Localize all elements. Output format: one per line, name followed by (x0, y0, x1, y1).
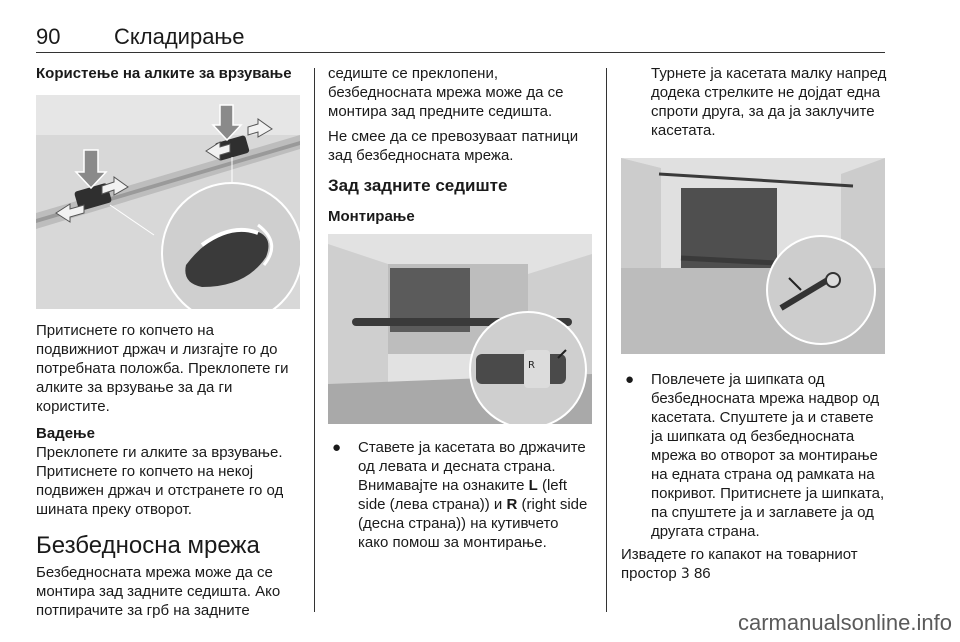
section-title-safety-net: Безбедносна мрежа (36, 532, 260, 559)
page-number: 90 (36, 24, 61, 49)
paragraph-lock-cassette: Турнете ја касетата малку напред додека стрелките не дојдат една спроти друга, за да ја заклучите касетата. (651, 65, 887, 139)
tie-down-illustration (36, 95, 300, 309)
paragraph-slide-holder: Притиснете го копчето на подвижниот држач и лизгајте го до потребната положба. Преклопете ги алките за врзување за да ги користите. (36, 322, 289, 415)
page-header (36, 22, 960, 52)
subheading-removal: Вадење (36, 425, 95, 442)
net-bar-illustration (621, 158, 885, 354)
paragraph-safety-net-intro: Безбедносната мрежа може да се монтира зад задните седишта. Ако потпирачите за грб на задните (36, 564, 281, 619)
column-1 (36, 60, 300, 620)
section-title-behind-rear-seats: Зад задните седиште (328, 176, 508, 195)
paragraph-no-passengers: Не смее да се превозуваат патници зад безбедносната мрежа. (328, 128, 579, 164)
bullet-dot-icon: ● (625, 371, 635, 388)
subheading-mounting: Монтирање (328, 208, 415, 225)
column-2 (328, 60, 592, 552)
figure-cassette-mounting (328, 234, 592, 424)
column-divider-1 (314, 68, 315, 612)
figure-tie-down-rails (36, 95, 300, 309)
watermark: carmanualsonline.info (737, 610, 952, 635)
figure-net-bar (621, 158, 885, 354)
page-ref-arrow-icon: 3 (680, 566, 690, 582)
column-3 (621, 60, 889, 584)
paragraph-front-seats: седиште се преклопени, безбедносната мрежа може да се монтира зад предните седишта. (328, 65, 564, 120)
cassette-illustration (328, 234, 592, 424)
paragraph-removal: Преклопете ги алките за врзување. Притиснете го копчето на некој подвижен држач и отстранете го од шината преку отворот. (36, 444, 284, 518)
bullet-dot-icon: ● (332, 439, 342, 456)
bullet-pull-bar: ● Повлечете ја шипката од безбедносната мрежа надвор од касетата. Спуштете ја и ставете ја шипката од безбедносната мрежа во отворот за монтирање на едната страна од рамката на покривот. Притиснете ја шипката, па спуштете ја и заглавете ја од другата страна. (625, 371, 885, 540)
bullet-insert-cassette: ● Ставете ја касетата во држачите од левата и десната страна. Внимавајте на ознаките L (left side (лева страна)) и R (right side (десна страна)) на кутивчето како помош за монтирање. (332, 439, 588, 551)
column-divider-2 (606, 68, 607, 612)
paragraph-remove-cover: Извадете го капакот на товарниот простор 3 86 (621, 546, 858, 582)
svg-text:R: R (528, 360, 535, 371)
header-rule (36, 52, 885, 53)
chapter-title: Складирање (114, 24, 245, 49)
heading-tie-downs: Користење на алките за врзување (36, 65, 292, 82)
